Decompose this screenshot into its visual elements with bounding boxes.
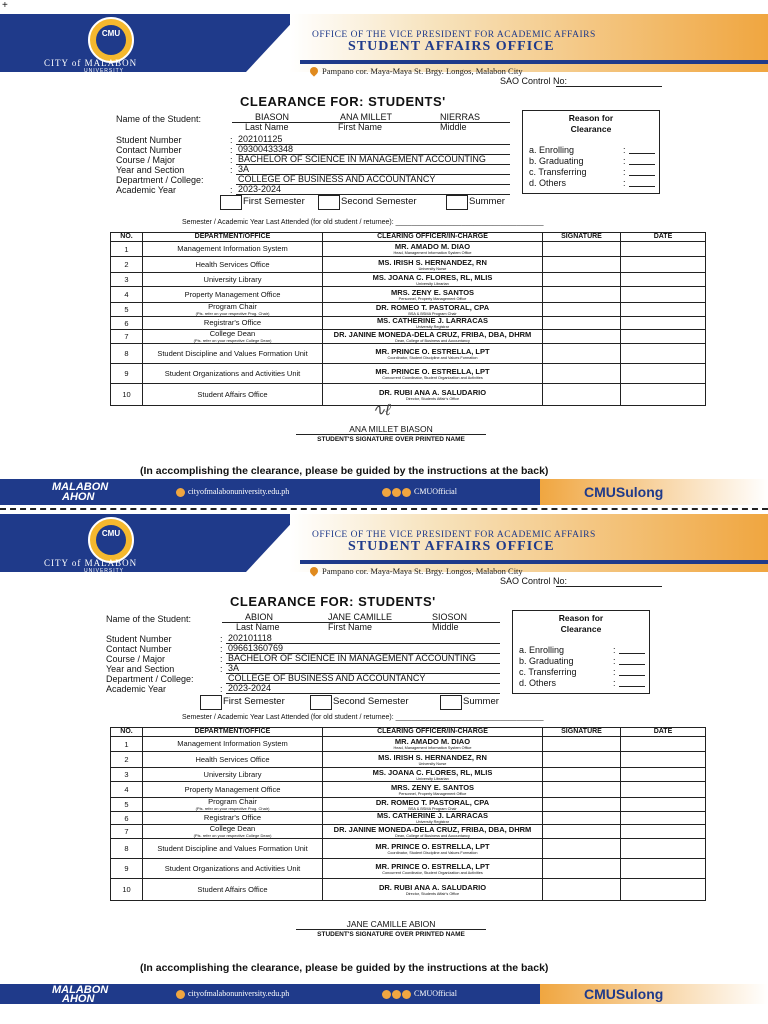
officer-title: Coordinator, Student Discipline and Values Formation xyxy=(387,850,478,855)
year-section-value: 3A xyxy=(238,164,250,174)
first-semester-label: First Semester xyxy=(223,696,285,707)
reason-box: Reason for Clearance a. Enrolling : b. Graduating : c. Transferring : d. Others : xyxy=(522,110,660,194)
department-cell: College Dean (Pls. refer on your respective College Dean) xyxy=(143,825,323,839)
table-row xyxy=(111,273,706,287)
website-link[interactable]: cityofmalabonuniversity.edu.ph xyxy=(176,487,289,497)
student-number-label: Student Number xyxy=(116,135,182,145)
reason-graduating: b. Graduating xyxy=(519,656,574,666)
officer-title: University Nurse xyxy=(418,761,447,766)
cmu-seal-logo: CMU xyxy=(88,517,134,563)
date-cell[interactable] xyxy=(621,242,706,257)
summer-label: Summer xyxy=(463,696,499,707)
form-title: CLEARANCE FOR: STUDENTS' xyxy=(230,594,436,609)
officer-cell: DR. RUBI ANA A. SALUDARIO Director, Students Affair's Office xyxy=(323,879,543,901)
signature-cell[interactable] xyxy=(543,879,621,901)
middle-name-value: SIOSON xyxy=(432,612,468,622)
first-semester-checkbox[interactable] xyxy=(200,695,222,710)
reason-box: Reason for Clearance a. Enrolling : b. Graduating : c. Transferring : d. Others : xyxy=(512,610,650,694)
cmu-sulong-logo: CMUSulong xyxy=(584,986,664,1002)
academic-year-label: Academic Year xyxy=(106,684,167,694)
first-semester-label: First Semester xyxy=(243,196,305,207)
row-number: 3 xyxy=(111,273,143,287)
signature-cell[interactable] xyxy=(543,825,621,839)
signature-caption: STUDENT'S SIGNATURE OVER PRINTED NAME xyxy=(317,931,465,938)
academic-year-value: 2023-2024 xyxy=(238,184,282,194)
office-title: STUDENT AFFAIRS OFFICE xyxy=(348,539,555,554)
table-row xyxy=(111,303,706,317)
signature-cell[interactable] xyxy=(543,303,621,317)
printed-name: ANA MILLET BIASON xyxy=(349,424,433,434)
date-cell[interactable] xyxy=(621,879,706,901)
header-signature: SIGNATURE xyxy=(543,728,621,737)
department-cell: Registrar's Office xyxy=(143,317,323,330)
officer-cell: DR. JANINE MONEDA-DELA CRUZ, FRIBA, DBA, DHRM Dean, College of Business and Accountancy xyxy=(323,825,543,839)
officer-cell: MRS. ZENY E. SANTOS Personnel, Property Management Office xyxy=(323,782,543,798)
officer-title: Director, Students Affair's Office xyxy=(405,891,460,896)
table-row xyxy=(111,782,706,798)
clearance-table xyxy=(110,727,706,901)
header-banner xyxy=(0,514,768,572)
middle-caption: Middle xyxy=(432,622,459,632)
date-cell[interactable] xyxy=(621,287,706,303)
office-vpaa: OFFICE OF THE VICE PRESIDENT FOR ACADEMIC AFFAIRS xyxy=(312,30,596,40)
signature-cell[interactable] xyxy=(543,364,621,384)
signature-cell[interactable] xyxy=(543,839,621,859)
date-cell[interactable] xyxy=(621,384,706,406)
date-cell[interactable] xyxy=(621,257,706,273)
department-cell: University Library xyxy=(143,768,323,782)
corner-mark: + xyxy=(2,0,8,11)
colon: : xyxy=(220,634,223,644)
officer-title: University Registrar xyxy=(415,820,450,824)
department-note: (Pls. refer on your respective Prog. Chair) xyxy=(195,806,270,811)
officer-cell: MR. PRINCE O. ESTRELLA, LPT Concurrent Coordinator, Student Organization and Activities xyxy=(323,364,543,384)
officer-cell: MS. IRISH S. HERNANDEZ, RN University Nurse xyxy=(323,257,543,273)
officer-title: Head, Management Information System Office xyxy=(393,746,472,750)
reason-transferring: c. Transferring xyxy=(529,167,587,177)
date-cell[interactable] xyxy=(621,798,706,812)
officer-cell: DR. JANINE MONEDA-DELA CRUZ, FRIBA, DBA, DHRM Dean, College of Business and Accountancy xyxy=(323,330,543,344)
row-number: 2 xyxy=(111,257,143,273)
department-cell: University Library xyxy=(143,273,323,287)
colon: : xyxy=(220,684,223,694)
student-number-label: Student Number xyxy=(106,634,172,644)
sao-control-label: SAO Control No: xyxy=(500,76,568,86)
date-cell[interactable] xyxy=(621,364,706,384)
contact-number-value: 09661360769 xyxy=(228,643,284,653)
table-row xyxy=(111,242,706,257)
row-number: 2 xyxy=(111,752,143,768)
signature-cell[interactable] xyxy=(543,287,621,303)
row-number: 10 xyxy=(111,384,143,406)
reason-graduating-field[interactable] xyxy=(629,164,655,165)
summer-checkbox[interactable] xyxy=(446,195,468,210)
department-note: (Pls. refer on your respective Prog. Chair) xyxy=(195,311,270,316)
row-number: 8 xyxy=(111,344,143,364)
signature-cell[interactable] xyxy=(543,330,621,344)
table-row xyxy=(111,344,706,364)
department-note: (Pls. refer on your respective College Dean) xyxy=(193,833,272,838)
second-semester-label: Second Semester xyxy=(333,696,409,707)
footer-banner xyxy=(0,984,768,1004)
signature-cell[interactable] xyxy=(543,798,621,812)
department-cell: College Dean (Pls. refer on your respective College Dean) xyxy=(143,330,323,344)
signature-cell[interactable] xyxy=(543,242,621,257)
signature-cell[interactable] xyxy=(543,344,621,364)
second-semester-checkbox[interactable] xyxy=(310,695,332,710)
semester-last-attended: Semester / Academic Year Last Attended (for old student / returnee): ______________________________________ xyxy=(182,714,544,721)
header-department: DEPARTMENT/OFFICE xyxy=(143,728,323,737)
officer-title: University Registrar xyxy=(415,325,450,329)
contact-number-label: Contact Number xyxy=(106,644,172,654)
university-label: UNIVERSITY xyxy=(84,568,125,572)
first-name-value: ANA MILLET xyxy=(340,112,393,122)
header-no: NO. xyxy=(111,233,143,242)
header-banner xyxy=(0,14,768,72)
last-name-caption: Last Name xyxy=(236,622,280,632)
officer-title: Director, Students Affair's Office xyxy=(405,396,460,401)
header-officer: CLEARING OFFICER/IN-CHARGE xyxy=(323,728,543,737)
date-cell[interactable] xyxy=(621,839,706,859)
officer-cell: MS. CATHERINE J. LARRACAS University Registrar xyxy=(323,812,543,825)
address: Pampano cor. Maya-Maya St. Brgy. Longos, Malabon City xyxy=(322,66,523,76)
reason-graduating: b. Graduating xyxy=(529,156,584,166)
second-semester-checkbox[interactable] xyxy=(318,195,340,210)
department-cell: Program Chair (Pls. refer on your respective Prog. Chair) xyxy=(143,303,323,317)
instructions-note: (In accomplishing the clearance, please be guided by the instructions at the back) xyxy=(140,465,549,477)
row-number: 5 xyxy=(111,798,143,812)
year-section-value: 3A xyxy=(228,663,240,673)
clearance-form-1 xyxy=(0,0,768,505)
table-row xyxy=(111,364,706,384)
officer-cell: MR. AMADO M. DIAO Head, Management Information System Office xyxy=(323,737,543,752)
last-name-value: ABION xyxy=(245,612,274,622)
website-link[interactable]: cityofmalabonuniversity.edu.ph xyxy=(176,989,289,999)
colon: : xyxy=(230,145,233,155)
sao-control-field[interactable] xyxy=(556,586,662,587)
clearance-form-2 xyxy=(0,500,768,1005)
signature-cell[interactable] xyxy=(543,737,621,752)
student-number-value: 202101125 xyxy=(238,134,283,144)
officer-title: Dean, College of Business and Accountancy xyxy=(395,338,470,343)
table-row xyxy=(111,812,706,825)
date-cell[interactable] xyxy=(621,782,706,798)
officer-cell: DR. ROMEO T. PASTORAL, CPA BSA & BSMA Program Chair xyxy=(323,303,543,317)
header-officer: CLEARING OFFICER/IN-CHARGE xyxy=(323,233,543,242)
globe-icon xyxy=(176,990,185,999)
cmu-seal-logo: CMU xyxy=(88,17,134,63)
printed-name: JANE CAMILLE ABION xyxy=(346,919,436,929)
reason-title: Reason for Clearance xyxy=(558,613,604,634)
first-semester-checkbox[interactable] xyxy=(220,195,242,210)
signature-cell[interactable] xyxy=(543,384,621,406)
officer-cell: MR. PRINCE O. ESTRELLA, LPT Concurrent Coordinator, Student Organization and Activities xyxy=(323,859,543,879)
ahon-logo: AHON xyxy=(62,993,95,1004)
date-cell[interactable] xyxy=(621,303,706,317)
clearance-table xyxy=(110,232,706,406)
officer-title: University Librarian xyxy=(416,776,449,781)
colon: : xyxy=(230,155,233,165)
header-date: DATE xyxy=(621,728,706,737)
course-value: BACHELOR OF SCIENCE IN MANAGEMENT ACCOUNTING xyxy=(228,653,476,663)
signature-cell[interactable] xyxy=(543,812,621,825)
cmu-sulong-logo: CMUSulong xyxy=(584,484,664,500)
last-name-value: BIASON xyxy=(255,112,290,122)
handwritten-signature: ∿ℓ xyxy=(372,402,391,419)
table-row xyxy=(111,384,706,406)
second-semester-label: Second Semester xyxy=(341,196,417,207)
header-signature: SIGNATURE xyxy=(543,233,621,242)
department-value: COLLEGE OF BUSINESS AND ACCOUNTANCY xyxy=(238,174,436,184)
department-cell: Program Chair (Pls. refer on your respective Prog. Chair) xyxy=(143,798,323,812)
department-cell: Student Affairs Office xyxy=(143,879,323,901)
date-cell[interactable] xyxy=(621,317,706,330)
reason-title: Reason for Clearance xyxy=(568,113,614,134)
reason-enrolling-field[interactable] xyxy=(619,653,645,654)
officer-title: BSA & BSMA Program Chair xyxy=(408,806,457,811)
instagram-icon xyxy=(392,488,401,497)
row-number: 6 xyxy=(111,812,143,825)
year-section-label: Year and Section xyxy=(116,165,185,175)
summer-checkbox[interactable] xyxy=(440,695,462,710)
row-number: 9 xyxy=(111,364,143,384)
signature-cell[interactable] xyxy=(543,752,621,768)
sao-control-label: SAO Control No: xyxy=(500,576,568,586)
department-cell: Management Information System xyxy=(143,242,323,257)
row-number: 10 xyxy=(111,879,143,901)
department-note: (Pls. refer on your respective College Dean) xyxy=(193,338,272,343)
department-label: Department / College: xyxy=(116,175,204,185)
student-number-value: 202101118 xyxy=(228,633,272,643)
header-no: NO. xyxy=(111,728,143,737)
city-name: CITY of MALABON xyxy=(44,558,138,568)
reason-transferring-field[interactable] xyxy=(629,175,655,176)
malabon-logo: MALABON xyxy=(52,984,109,996)
globe-icon xyxy=(176,488,185,497)
academic-year-label: Academic Year xyxy=(116,185,177,195)
officer-title: Coordinator, Student Discipline and Values Formation xyxy=(387,355,478,360)
social-handle[interactable]: CMUOfficial xyxy=(382,989,457,999)
department-cell: Management Information System xyxy=(143,737,323,752)
colon: : xyxy=(230,185,233,195)
row-number: 4 xyxy=(111,782,143,798)
department-cell: Property Management Office xyxy=(143,782,323,798)
officer-cell: MS. IRISH S. HERNANDEZ, RN University Nurse xyxy=(323,752,543,768)
department-cell: Health Services Office xyxy=(143,257,323,273)
reason-transferring: c. Transferring xyxy=(519,667,577,677)
date-cell[interactable] xyxy=(621,859,706,879)
reason-graduating-field[interactable] xyxy=(619,664,645,665)
signature-cell[interactable] xyxy=(543,257,621,273)
officer-title: Personnel, Property Management Office xyxy=(398,296,467,301)
reason-enrolling: a. Enrolling xyxy=(529,145,575,155)
reason-transferring-field[interactable] xyxy=(619,675,645,676)
colon: : xyxy=(230,165,233,175)
department-cell: Student Discipline and Values Formation Unit xyxy=(143,344,323,364)
ahon-logo: AHON xyxy=(62,491,95,503)
signature-cell[interactable] xyxy=(543,317,621,330)
instructions-note: (In accomplishing the clearance, please be guided by the instructions at the back) xyxy=(140,962,549,974)
facebook-icon xyxy=(382,488,391,497)
table-header-row xyxy=(111,728,706,737)
table-row xyxy=(111,798,706,812)
colon: : xyxy=(220,664,223,674)
officer-title: Head, Management Information System Office xyxy=(393,251,472,255)
date-cell[interactable] xyxy=(621,812,706,825)
officer-title: University Librarian xyxy=(416,281,449,286)
colon: : xyxy=(220,654,223,664)
year-section-label: Year and Section xyxy=(106,664,175,674)
officer-title: Concurrent Coordinator, Student Organization and Activities xyxy=(382,870,483,875)
name-label: Name of the Student: xyxy=(116,114,202,124)
table-row xyxy=(111,752,706,768)
header-department: DEPARTMENT/OFFICE xyxy=(143,233,323,242)
reason-others: d. Others xyxy=(519,678,557,688)
department-cell: Student Affairs Office xyxy=(143,384,323,406)
city-name: CITY of MALABON xyxy=(44,58,138,68)
department-cell: Student Organizations and Activities Unit xyxy=(143,364,323,384)
name-label: Name of the Student: xyxy=(106,614,192,624)
social-handle[interactable]: CMUOfficial xyxy=(382,487,457,497)
department-cell: Student Discipline and Values Formation Unit xyxy=(143,839,323,859)
table-row xyxy=(111,287,706,303)
table-row xyxy=(111,257,706,273)
first-name-caption: First Name xyxy=(328,622,373,632)
row-number: 8 xyxy=(111,839,143,859)
sao-control-field[interactable] xyxy=(556,86,662,87)
date-cell[interactable] xyxy=(621,344,706,364)
officer-cell: MR. PRINCE O. ESTRELLA, LPT Coordinator, Student Discipline and Values Formation xyxy=(323,839,543,859)
department-value: COLLEGE OF BUSINESS AND ACCOUNTANCY xyxy=(228,673,426,683)
table-row xyxy=(111,839,706,859)
signature-caption: STUDENT'S SIGNATURE OVER PRINTED NAME xyxy=(317,436,465,443)
department-cell: Health Services Office xyxy=(143,752,323,768)
signature-cell[interactable] xyxy=(543,859,621,879)
malabon-logo: MALABON xyxy=(52,481,109,493)
officer-cell: MRS. ZENY E. SANTOS Personnel, Property Management Office xyxy=(323,287,543,303)
officer-title: Concurrent Coordinator, Student Organization and Activities xyxy=(382,375,483,380)
instagram-icon xyxy=(392,990,401,999)
date-cell[interactable] xyxy=(621,752,706,768)
row-number: 1 xyxy=(111,242,143,257)
middle-caption: Middle xyxy=(440,122,467,132)
table-row xyxy=(111,330,706,344)
row-number: 4 xyxy=(111,287,143,303)
course-label: Course / Major xyxy=(106,654,166,664)
officer-cell: MS. JOANA C. FLORES, RL, MLIS University Librarian xyxy=(323,768,543,782)
table-row xyxy=(111,317,706,330)
reason-enrolling: a. Enrolling xyxy=(519,645,565,655)
first-name-value: JANE CAMILLE xyxy=(328,612,393,622)
course-label: Course / Major xyxy=(116,155,176,165)
officer-title: Dean, College of Business and Accountancy xyxy=(395,833,470,838)
contact-number-label: Contact Number xyxy=(116,145,182,155)
date-cell[interactable] xyxy=(621,330,706,344)
signature-cell[interactable] xyxy=(543,768,621,782)
signature-cell[interactable] xyxy=(543,273,621,287)
date-cell[interactable] xyxy=(621,825,706,839)
colon: : xyxy=(230,135,233,145)
reason-others-field[interactable] xyxy=(629,186,655,187)
date-cell[interactable] xyxy=(621,273,706,287)
office-title: STUDENT AFFAIRS OFFICE xyxy=(348,39,555,54)
officer-cell: MR. PRINCE O. ESTRELLA, LPT Coordinator, Student Discipline and Values Formation xyxy=(323,344,543,364)
officer-cell: MS. JOANA C. FLORES, RL, MLIS University Librarian xyxy=(323,273,543,287)
header-date: DATE xyxy=(621,233,706,242)
first-name-caption: First Name xyxy=(338,122,383,132)
university-label: UNIVERSITY xyxy=(84,68,125,72)
department-cell: Student Organizations and Activities Unit xyxy=(143,859,323,879)
table-row xyxy=(111,859,706,879)
officer-title: Personnel, Property Management Office xyxy=(398,791,467,796)
officer-title: University Nurse xyxy=(418,266,447,271)
officer-cell: MS. CATHERINE J. LARRACAS University Registrar xyxy=(323,317,543,330)
date-cell[interactable] xyxy=(621,737,706,752)
course-value: BACHELOR OF SCIENCE IN MANAGEMENT ACCOUNTING xyxy=(238,154,486,164)
reason-enrolling-field[interactable] xyxy=(629,153,655,154)
contact-number-value: 09300433348 xyxy=(238,144,294,154)
facebook-icon xyxy=(382,990,391,999)
form-title: CLEARANCE FOR: STUDENTS' xyxy=(240,94,446,109)
middle-name-value: NIERRAS xyxy=(440,112,481,122)
row-number: 3 xyxy=(111,768,143,782)
summer-label: Summer xyxy=(469,196,505,207)
twitter-icon xyxy=(402,488,411,497)
department-cell: Registrar's Office xyxy=(143,812,323,825)
colon: : xyxy=(220,644,223,654)
academic-year-value: 2023-2024 xyxy=(228,683,272,693)
table-row xyxy=(111,879,706,901)
table-header-row xyxy=(111,233,706,242)
table-row xyxy=(111,737,706,752)
row-number: 1 xyxy=(111,737,143,752)
signature-cell[interactable] xyxy=(543,782,621,798)
address: Pampano cor. Maya-Maya St. Brgy. Longos, Malabon City xyxy=(322,566,523,576)
department-cell: Property Management Office xyxy=(143,287,323,303)
officer-title: BSA & BSMA Program Chair xyxy=(408,311,457,316)
semester-last-attended: Semester / Academic Year Last Attended (for old student / returnee): ______________________________________ xyxy=(182,219,544,226)
table-row xyxy=(111,825,706,839)
reason-others-field[interactable] xyxy=(619,686,645,687)
officer-cell: DR. RUBI ANA A. SALUDARIO Director, Students Affair's Office xyxy=(323,384,543,406)
last-name-caption: Last Name xyxy=(245,122,289,132)
row-number: 7 xyxy=(111,330,143,344)
officer-cell: MR. AMADO M. DIAO Head, Management Information System Office xyxy=(323,242,543,257)
officer-cell: DR. ROMEO T. PASTORAL, CPA BSA & BSMA Program Chair xyxy=(323,798,543,812)
row-number: 9 xyxy=(111,859,143,879)
row-number: 7 xyxy=(111,825,143,839)
table-row xyxy=(111,768,706,782)
row-number: 5 xyxy=(111,303,143,317)
office-vpaa: OFFICE OF THE VICE PRESIDENT FOR ACADEMIC AFFAIRS xyxy=(312,530,596,540)
date-cell[interactable] xyxy=(621,768,706,782)
department-label: Department / College: xyxy=(106,674,194,684)
reason-others: d. Others xyxy=(529,178,567,188)
twitter-icon xyxy=(402,990,411,999)
row-number: 6 xyxy=(111,317,143,330)
